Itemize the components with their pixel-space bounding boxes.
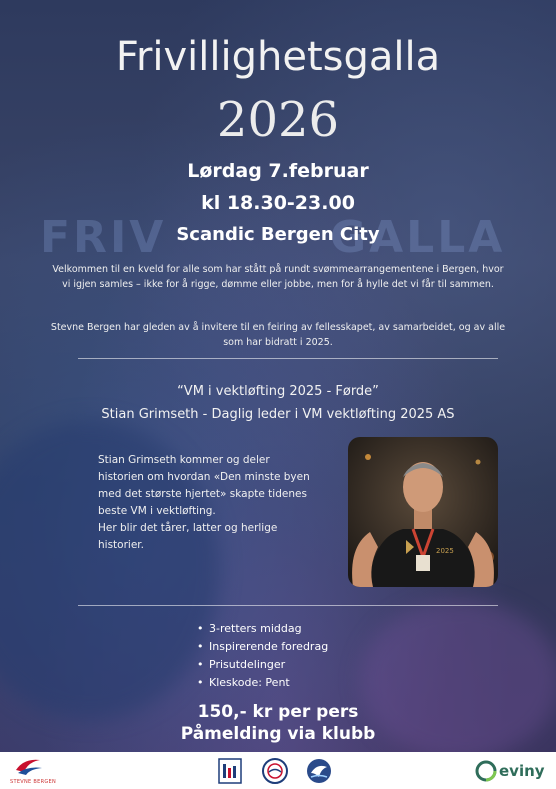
list-item: • Kleskode: Pent [209, 674, 328, 692]
background-ghost-text-right: GALLA [330, 212, 506, 263]
event-date: Lørdag 7.februar [187, 160, 369, 182]
stevne-bergen-text: STEVNE BERGEN [10, 779, 57, 785]
list-item: • Prisutdelinger [209, 656, 328, 674]
divider-2 [78, 605, 498, 606]
dolphin-club-logo [305, 757, 333, 789]
intro-paragraph-2: Stevne Bergen har gleden av å invitere til en feiring av fellesskapet, av samarbeidet, og av alle som har bidratt i 2025. [50, 322, 506, 348]
svg-text:2025: 2025 [436, 547, 454, 555]
intro-paragraph-1: Velkommen til en kveld for alle som har stått på rundt svømmearrangementene i Bergen, hvor vi igjen samles – ikke for å rigge, dømme eller jobbe, men for å hylle det vi får til sammen. [52, 264, 504, 290]
list-item: • 3-retters middag [209, 620, 328, 638]
speaker-description-text: Stian Grimseth kommer og deler historien om hvordan «Den minste byen med det største hjertet» skapte tidenes beste VM i vektløfting. [98, 454, 310, 517]
event-year: 2026 [216, 92, 340, 148]
talk-speaker: Stian Grimseth - Daglig leder i VM vektløfting 2025 AS [101, 407, 455, 422]
eviny-logo-icon [475, 759, 497, 787]
eviny-logo-text: eviny [499, 762, 545, 780]
bergen-svomming-logo [218, 758, 242, 788]
talk-title: “VM i vektløfting 2025 - Førde” [177, 384, 379, 399]
speaker-photo [348, 437, 498, 587]
background-ghost-text: FRIV [40, 212, 167, 263]
event-title: Frivillighetsgalla [115, 34, 441, 80]
sponsor-footer [0, 752, 556, 789]
registration-info: Påmelding via klubb [180, 724, 376, 744]
stevne-bergen-logo [14, 756, 44, 780]
event-time: kl 18.30-23.00 [201, 192, 355, 214]
event-venue: Scandic Bergen City [176, 224, 380, 245]
speaker-description [98, 452, 318, 554]
list-item: • Inspirerende foredrag [209, 638, 328, 656]
price: 150,- kr per pers [197, 702, 359, 722]
speaker-teaser: Her blir det tårer, latter og herlige historier. [98, 522, 278, 551]
swim-club-logo [261, 757, 289, 789]
program-list [209, 620, 328, 692]
divider [78, 358, 498, 359]
